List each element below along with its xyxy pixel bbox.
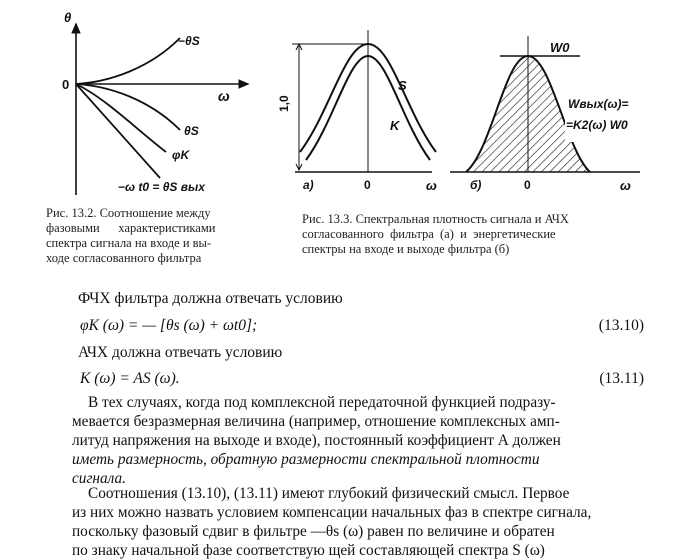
fig2-label-phase-line: −ω t0 = θS вых (118, 180, 205, 194)
fig3b-panel-label: б) (470, 178, 482, 192)
fig2-label-minus-theta-s: −θS (178, 34, 200, 48)
fig3b-wout-label-1: Wвых(ω)= (568, 97, 629, 111)
fig3a-zero: 0 (364, 178, 371, 192)
fig3b-w0-label: W0 (550, 40, 570, 55)
fig2-origin-label: 0 (62, 77, 70, 92)
fig3b-zero: 0 (524, 178, 531, 192)
fig2-caption-line: фазовыми характеристиками (46, 221, 216, 235)
fig3a-omega: ω (426, 178, 437, 193)
equation-13-10-number: (13.10) (598, 317, 644, 334)
para2-line: Соотношения (13.10), (13.11) имеют глубокий физический смысл. Первое (88, 485, 570, 502)
para2-line: поскольку фазовый сдвиг в фильтре —θs (ω) равен по величине и обратен (72, 523, 555, 540)
fig3b-omega: ω (620, 178, 631, 193)
fig2-label-phi-k: φK (172, 148, 190, 162)
equation-13-11: K (ω) = AS (ω). (80, 370, 180, 387)
fig3a-label-s: S (398, 78, 407, 93)
fig2-x-label: ω (218, 88, 230, 104)
fig3-caption (302, 212, 642, 257)
fig2-caption-line: Рис. 13.2. Соотношение между (46, 206, 211, 220)
fig2-y-label: θ (64, 10, 72, 25)
fig3a-panel-label: а) (303, 178, 314, 192)
paragraph-2 (72, 484, 652, 560)
fig2-caption-line: спектра сигнала на входе и вы- (46, 236, 212, 250)
para1-line: литуд напряжения на выходе и входе), постоянный коэффициент А должен (72, 432, 561, 449)
fig3b-wout-label-2: =K2(ω) W0 (566, 118, 628, 132)
fig3-caption-line: Рис. 13.3. Спектральная плотность сигнала и АЧХ (302, 212, 569, 226)
fig3-caption-line: согласованного фильтра (а) и энергетические (302, 227, 556, 241)
fig3a-y-label: 1,0 (277, 95, 291, 112)
fig3-caption-line: спектры на входе и выходе фильтра (б) (302, 242, 510, 256)
equation-13-10: φK (ω) = — [θs (ω) + ωt0]; (80, 317, 258, 334)
equation-13-11-number: (13.11) (599, 370, 644, 387)
body-line-1: ФЧХ фильтра должна отвечать условию (78, 290, 343, 307)
para1-line: сигнала. (72, 470, 126, 487)
body-line-2: АЧХ должна отвечать условию (78, 344, 283, 361)
paragraph-1 (72, 393, 652, 488)
para1-line: иметь размерность, обратную размерности спектральной плотности (72, 451, 540, 468)
fig2-label-theta-s: θS (184, 124, 199, 138)
para1-line: мевается безразмерная величина (например, отношение комплексных амп- (72, 413, 560, 430)
fig3a-label-k: K (390, 118, 400, 133)
para2-line: из них можно назвать условием компенсации начальных фаз в спектре сигнала, (72, 504, 592, 521)
para2-line: по знаку начальной фазе соответствую щей составляющей спектра S (ω) (72, 542, 545, 559)
fig2-caption-line: ходе согласованного фильтра (46, 251, 202, 265)
para1-line: В тех случаях, когда под комплексной передаточной функцией подразу- (88, 394, 556, 411)
